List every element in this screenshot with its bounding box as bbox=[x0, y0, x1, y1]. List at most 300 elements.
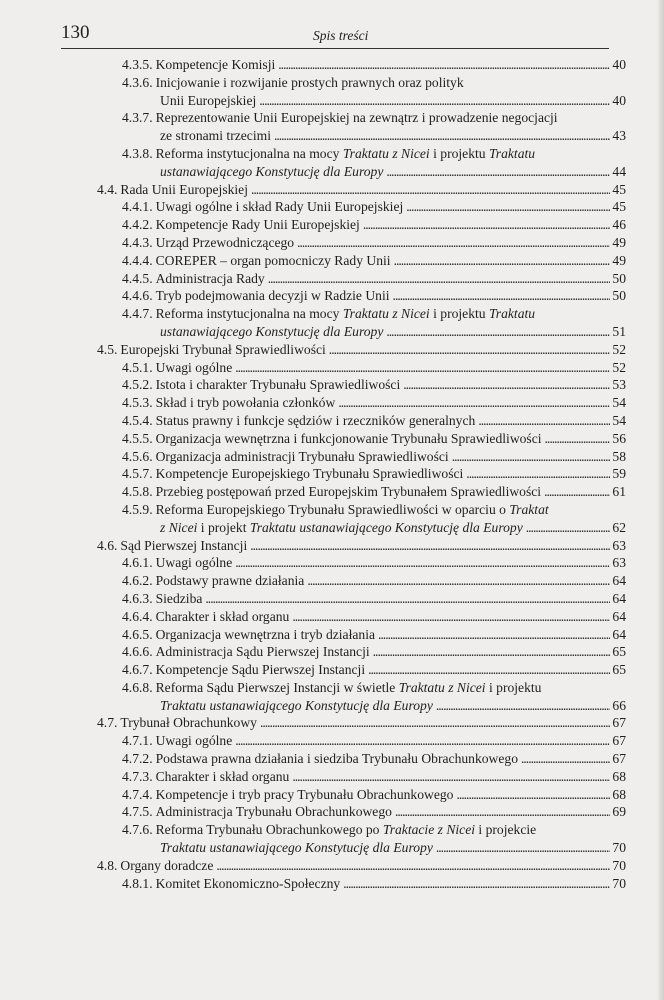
toc-entry-line bbox=[122, 359, 626, 377]
toc-entry-line bbox=[122, 608, 626, 626]
dot-leader bbox=[436, 697, 611, 715]
toc-entry-number: 4.4.1. bbox=[122, 199, 153, 215]
toc-entry bbox=[0, 803, 664, 821]
toc-entry bbox=[0, 270, 664, 288]
toc-entry-line bbox=[122, 412, 626, 430]
toc-entry bbox=[0, 430, 664, 448]
toc-entry-line bbox=[160, 163, 626, 181]
toc-entry bbox=[0, 537, 664, 555]
toc-entry-title: Organizacja wewnętrzna i tryb działania bbox=[155, 626, 375, 642]
toc-entry-line bbox=[122, 626, 626, 644]
dot-leader bbox=[436, 839, 611, 857]
toc-page-number: 67 bbox=[612, 751, 626, 767]
toc-entry bbox=[0, 608, 664, 626]
toc-page-number: 61 bbox=[612, 484, 626, 500]
toc-page-number: 68 bbox=[612, 786, 626, 802]
toc-entry-number: 4.4.2. bbox=[122, 217, 153, 233]
toc-entry-number: 4.6. bbox=[97, 537, 118, 553]
toc-entry bbox=[0, 714, 664, 732]
dot-leader bbox=[343, 875, 610, 893]
toc-entry-line bbox=[122, 732, 626, 750]
toc-entry-title: Uwagi ogólne bbox=[155, 733, 233, 749]
toc-entry-line bbox=[122, 376, 626, 394]
toc-entry-number: 4.6.4. bbox=[122, 608, 153, 624]
toc-entry-line bbox=[122, 821, 536, 839]
toc-page-number: 68 bbox=[612, 768, 626, 784]
toc-entry-title: Status prawny i funkcje sędziów i rzeczników generalnych bbox=[155, 412, 476, 428]
toc-entry-line bbox=[122, 643, 626, 661]
toc-entry-number: 4.7.5. bbox=[122, 804, 153, 820]
toc-entry bbox=[0, 376, 664, 394]
table-of-contents bbox=[0, 56, 664, 892]
toc-entry bbox=[0, 590, 664, 608]
toc-entry-text bbox=[97, 537, 247, 555]
toc-entry-number: 4.6.5. bbox=[122, 626, 153, 642]
dot-leader bbox=[456, 786, 610, 804]
toc-entry-title-italic: Traktatu z Nicei bbox=[342, 145, 430, 161]
toc-entry-title-part: i projektu bbox=[433, 145, 486, 161]
toc-entry bbox=[0, 181, 664, 199]
toc-entry-line bbox=[122, 661, 626, 679]
toc-entry-text bbox=[122, 216, 360, 234]
toc-entry-title: Reforma Sądu Pierwszej Instancji w świetle bbox=[155, 679, 396, 695]
toc-entry-title-cont: Unii Europejskiej bbox=[160, 92, 257, 108]
toc-entry-text bbox=[122, 502, 549, 517]
toc-entry-text bbox=[160, 697, 433, 715]
toc-entry-line bbox=[97, 537, 626, 555]
toc-entry-title: Urząd Przewodniczącego bbox=[155, 234, 295, 250]
toc-entry-title-italic: Traktatu ustanawiającego Konstytucję dla Europy bbox=[249, 519, 523, 535]
toc-entry-line bbox=[122, 448, 626, 466]
dot-leader bbox=[268, 270, 611, 288]
toc-page-number: 49 bbox=[612, 252, 626, 268]
toc-entry bbox=[0, 465, 664, 483]
dot-leader bbox=[216, 857, 610, 875]
toc-entry-number: 4.5.8. bbox=[122, 484, 153, 500]
toc-entry bbox=[0, 626, 664, 644]
toc-entry-title: Rada Unii Europejskiej bbox=[120, 181, 248, 197]
toc-entry bbox=[0, 56, 664, 74]
toc-entry bbox=[0, 109, 664, 127]
toc-entry-title: Europejski Trybunał Sprawiedliwości bbox=[120, 341, 326, 357]
toc-entry-line bbox=[122, 803, 626, 821]
toc-entry-text bbox=[122, 786, 453, 804]
toc-page-number: 43 bbox=[612, 128, 626, 144]
toc-entry-text bbox=[122, 448, 449, 466]
toc-entry-number: 4.4.3. bbox=[122, 234, 153, 250]
toc-page-number: 69 bbox=[612, 804, 626, 820]
toc-entry-title: Kompetencje Komisji bbox=[155, 57, 276, 72]
dot-leader bbox=[274, 127, 610, 145]
toc-entry-title-italic: Traktatu ustanawiającego Konstytucję dla Europy bbox=[160, 840, 433, 856]
toc-entry bbox=[0, 216, 664, 234]
toc-entry-text bbox=[122, 643, 370, 661]
dot-leader bbox=[545, 430, 611, 448]
toc-entry-line bbox=[122, 679, 541, 697]
toc-entry-text bbox=[122, 768, 289, 786]
dot-leader bbox=[521, 750, 610, 768]
toc-entry-title: Uwagi ogólne i skład Rady Unii Europejskiej bbox=[155, 199, 404, 215]
toc-entry-line bbox=[122, 109, 558, 127]
toc-page-number: 46 bbox=[612, 217, 626, 233]
toc-entry-title: Charakter i skład organu bbox=[155, 768, 290, 784]
dot-leader bbox=[292, 608, 610, 626]
toc-entry-title-italic: ustanawiającego Konstytucję dla Europy bbox=[160, 323, 384, 339]
toc-page-number: 70 bbox=[612, 857, 626, 873]
toc-entry-line bbox=[122, 394, 626, 412]
toc-entry-text bbox=[122, 803, 392, 821]
dot-leader bbox=[478, 412, 610, 430]
toc-entry-title-italic: ustanawiającego Konstytucję dla Europy bbox=[160, 163, 384, 179]
toc-entry-title: Inicjowanie i rozwijanie prostych prawnych oraz polityk bbox=[155, 74, 464, 90]
toc-entry bbox=[0, 252, 664, 270]
toc-entry-continuation bbox=[0, 92, 664, 110]
toc-entry-number: 4.7.6. bbox=[122, 822, 153, 838]
dot-leader bbox=[544, 483, 610, 501]
toc-entry-continuation bbox=[0, 839, 664, 857]
toc-entry-number: 4.3.6. bbox=[122, 74, 153, 90]
toc-entry-title: Administracja Trybunału Obrachunkowego bbox=[155, 804, 392, 820]
toc-entry-number: 4.6.8. bbox=[122, 679, 153, 695]
dot-leader bbox=[386, 163, 610, 181]
dot-leader bbox=[307, 572, 610, 590]
dot-leader bbox=[235, 359, 610, 377]
toc-entry-line bbox=[122, 145, 535, 163]
toc-entry bbox=[0, 287, 664, 305]
toc-entry-title: Przebieg postępowań przed Europejskim Trybunałem Sprawiedliwości bbox=[155, 484, 542, 500]
toc-entry-text bbox=[122, 252, 391, 270]
toc-entry-line bbox=[97, 181, 626, 199]
dot-leader bbox=[406, 198, 610, 216]
toc-entry-text bbox=[160, 127, 271, 145]
dot-leader bbox=[292, 768, 610, 786]
toc-entry-text bbox=[122, 732, 232, 750]
toc-entry-text bbox=[122, 394, 335, 412]
dot-leader bbox=[278, 56, 610, 74]
toc-entry-number: 4.7.4. bbox=[122, 786, 153, 802]
toc-entry-number: 4.5.1. bbox=[122, 359, 153, 375]
dot-leader bbox=[235, 554, 610, 572]
toc-page-number: 40 bbox=[612, 92, 626, 108]
toc-entry-text bbox=[97, 341, 326, 359]
toc-entry-line bbox=[160, 697, 626, 715]
toc-page-number: 64 bbox=[612, 626, 626, 642]
toc-page-number: 63 bbox=[612, 537, 626, 553]
toc-entry-text bbox=[122, 146, 535, 161]
toc-entry-text bbox=[122, 234, 294, 252]
dot-leader bbox=[329, 341, 611, 359]
toc-entry-number: 4.5.9. bbox=[122, 501, 153, 517]
toc-page-number: 62 bbox=[612, 519, 626, 535]
toc-entry-title: Trybunał Obrachunkowy bbox=[120, 715, 257, 731]
toc-entry-text bbox=[122, 590, 202, 608]
toc-entry-number: 4.5.5. bbox=[122, 430, 153, 446]
toc-entry-title: Kompetencje Sądu Pierwszej Instancji bbox=[155, 662, 366, 678]
dot-leader bbox=[395, 803, 610, 821]
toc-entry-number: 4.7.1. bbox=[122, 733, 153, 749]
toc-entry-text bbox=[122, 680, 541, 695]
dot-leader bbox=[338, 394, 610, 412]
toc-page-number: 52 bbox=[612, 341, 626, 357]
toc-entry-title: Podstawa prawna działania i siedziba Trybunału Obrachunkowego bbox=[155, 751, 519, 767]
toc-page-number: 64 bbox=[612, 608, 626, 624]
toc-entry bbox=[0, 234, 664, 252]
toc-page-number: 65 bbox=[612, 644, 626, 660]
toc-entry-line bbox=[122, 768, 626, 786]
toc-page-number: 53 bbox=[612, 377, 626, 393]
toc-page-number: 51 bbox=[612, 323, 626, 339]
dot-leader bbox=[251, 181, 610, 199]
toc-entry-text bbox=[160, 323, 383, 341]
toc-entry-number: 4.4.5. bbox=[122, 270, 153, 286]
toc-entry-number: 4.4.7. bbox=[122, 306, 153, 322]
toc-entry-line bbox=[97, 341, 626, 359]
toc-entry-number: 4.6.7. bbox=[122, 662, 153, 678]
dot-leader bbox=[386, 323, 610, 341]
toc-entry-number: 4.7.3. bbox=[122, 768, 153, 784]
toc-entry-title: Organizacja wewnętrzna i funkcjonowanie Trybunału Sprawiedliwości bbox=[155, 430, 542, 446]
toc-entry-title: Charakter i skład organu bbox=[155, 608, 290, 624]
toc-entry-text bbox=[122, 572, 304, 590]
toc-entry-title: Istota i charakter Trybunału Sprawiedliwości bbox=[155, 377, 401, 393]
toc-entry-title-italic: Traktat bbox=[509, 501, 549, 517]
toc-entry-text bbox=[160, 519, 523, 537]
toc-entry-title: Uwagi ogólne bbox=[155, 555, 233, 571]
toc-entry-text bbox=[122, 483, 541, 501]
toc-entry-number: 4.6.3. bbox=[122, 590, 153, 606]
toc-entry-line bbox=[122, 554, 626, 572]
toc-page-number: 64 bbox=[612, 573, 626, 589]
toc-entry-number: 4.7.2. bbox=[122, 751, 153, 767]
toc-entry-line bbox=[160, 127, 626, 145]
toc-page-number: 49 bbox=[612, 234, 626, 250]
dot-leader bbox=[259, 92, 610, 110]
toc-entry-line bbox=[122, 252, 626, 270]
toc-entry-title: Reforma instytucjonalna na mocy bbox=[155, 306, 340, 322]
toc-page-number: 45 bbox=[612, 199, 626, 215]
toc-entry-number: 4.3.8. bbox=[122, 145, 153, 161]
toc-entry-text bbox=[122, 430, 542, 448]
toc-entry-line bbox=[122, 483, 626, 501]
toc-entry-text bbox=[122, 306, 535, 321]
toc-entry bbox=[0, 501, 664, 519]
toc-entry-line bbox=[160, 839, 626, 857]
toc-entry-title: Kompetencje Rady Unii Europejskiej bbox=[155, 217, 360, 233]
toc-entry-number: 4.5.6. bbox=[122, 448, 153, 464]
toc-entry-line bbox=[122, 572, 626, 590]
toc-entry-text bbox=[122, 750, 518, 768]
toc-page-number: 50 bbox=[612, 270, 626, 286]
toc-entry bbox=[0, 661, 664, 679]
toc-entry-text bbox=[122, 465, 463, 483]
toc-entry-title: Skład i tryb powołania członków bbox=[155, 395, 336, 411]
toc-entry bbox=[0, 198, 664, 216]
toc-entry-number: 4.4. bbox=[97, 181, 118, 197]
toc-entry-title: Reforma instytucjonalna na mocy bbox=[155, 145, 340, 161]
header-rule bbox=[61, 48, 609, 49]
toc-entry bbox=[0, 572, 664, 590]
toc-entry-text bbox=[122, 554, 232, 572]
toc-entry-text bbox=[122, 270, 265, 288]
toc-entry-title: Organizacja administracji Trybunału Sprawiedliwości bbox=[155, 448, 449, 464]
toc-entry-continuation bbox=[0, 163, 664, 181]
toc-entry-line bbox=[160, 92, 626, 110]
toc-entry-line bbox=[122, 216, 626, 234]
toc-entry-text bbox=[122, 875, 340, 893]
toc-page-number: 66 bbox=[612, 697, 626, 713]
toc-entry-title: Siedziba bbox=[155, 590, 203, 606]
toc-entry-number: 4.3.7. bbox=[122, 110, 153, 126]
toc-entry-line bbox=[97, 714, 626, 732]
toc-page-number: 70 bbox=[612, 840, 626, 856]
dot-leader bbox=[368, 661, 610, 679]
toc-entry-title: Administracja Rady bbox=[155, 270, 265, 286]
toc-entry-title-part: i projekt bbox=[200, 519, 247, 535]
toc-entry bbox=[0, 341, 664, 359]
toc-entry-title-italic: Traktatu z Nicei bbox=[342, 306, 430, 322]
toc-entry-title-italic: z Nicei bbox=[160, 519, 198, 535]
toc-entry-line bbox=[122, 430, 626, 448]
dot-leader bbox=[250, 537, 610, 555]
toc-page-number: 67 bbox=[612, 715, 626, 731]
toc-page-number: 40 bbox=[612, 57, 626, 72]
toc-entry-number: 4.7. bbox=[97, 715, 118, 731]
toc-entry-title-italic: Traktacie z Nicei bbox=[382, 822, 476, 838]
toc-entry bbox=[0, 643, 664, 661]
toc-entry-text bbox=[122, 110, 558, 125]
toc-entry bbox=[0, 679, 664, 697]
toc-page-number: 50 bbox=[612, 288, 626, 304]
toc-page-number: 44 bbox=[612, 163, 626, 179]
toc-entry-text bbox=[122, 626, 375, 644]
toc-entry-continuation bbox=[0, 127, 664, 145]
toc-entry bbox=[0, 74, 664, 92]
toc-entry-line bbox=[122, 786, 626, 804]
toc-entry-title: Organy doradcze bbox=[120, 857, 214, 873]
toc-page-number: 58 bbox=[612, 448, 626, 464]
toc-entry bbox=[0, 821, 664, 839]
toc-entry-line bbox=[122, 501, 549, 519]
toc-entry-continuation bbox=[0, 323, 664, 341]
toc-entry-text bbox=[122, 608, 289, 626]
dot-leader bbox=[297, 234, 610, 252]
toc-entry-line bbox=[122, 590, 626, 608]
toc-entry-title-part: i projektu bbox=[488, 679, 542, 695]
toc-entry-title: Administracja Sądu Pierwszej Instancji bbox=[155, 644, 370, 660]
toc-entry-text bbox=[97, 857, 213, 875]
dot-leader bbox=[205, 590, 610, 608]
toc-entry-title-italic: Traktatu z Nicei bbox=[398, 679, 486, 695]
toc-page-number: 67 bbox=[612, 733, 626, 749]
dot-leader bbox=[526, 519, 611, 537]
toc-entry-title-part: i projekcie bbox=[478, 822, 537, 838]
dot-leader bbox=[466, 465, 610, 483]
toc-entry-line bbox=[122, 750, 626, 768]
toc-entry-number: 4.5.4. bbox=[122, 412, 153, 428]
toc-entry-number: 4.5.7. bbox=[122, 466, 153, 482]
toc-entry-title-cont: ze stronami trzecimi bbox=[160, 128, 271, 144]
toc-page-number: 59 bbox=[612, 466, 626, 482]
running-title: Spis treści bbox=[313, 28, 369, 43]
toc-entry-continuation bbox=[0, 519, 664, 537]
toc-entry-text bbox=[97, 181, 248, 199]
toc-entry bbox=[0, 412, 664, 430]
toc-entry-text bbox=[122, 56, 275, 74]
toc-entry bbox=[0, 875, 664, 893]
toc-entry bbox=[0, 554, 664, 572]
toc-page-number: 70 bbox=[612, 875, 626, 891]
toc-entry-title: Uwagi ogólne bbox=[155, 359, 233, 375]
toc-entry-line bbox=[122, 270, 626, 288]
toc-page-number: 64 bbox=[612, 590, 626, 606]
toc-page-number: 54 bbox=[612, 395, 626, 411]
toc-entry-number: 4.8.1. bbox=[122, 875, 153, 891]
toc-entry-number: 4.8. bbox=[97, 857, 118, 873]
toc-entry-title-italic: Traktatu ustanawiającego Konstytucję dla Europy bbox=[160, 697, 433, 713]
toc-entry bbox=[0, 750, 664, 768]
toc-entry-line bbox=[122, 74, 464, 92]
toc-entry-text bbox=[122, 75, 464, 90]
dot-leader bbox=[393, 287, 611, 305]
toc-entry-line bbox=[122, 465, 626, 483]
toc-entry-number: 4.6.1. bbox=[122, 555, 153, 571]
toc-entry-title-italic: Traktatu bbox=[489, 306, 536, 322]
toc-page-number: 54 bbox=[612, 412, 626, 428]
toc-entry-title-part: i projektu bbox=[433, 306, 486, 322]
dot-leader bbox=[260, 714, 610, 732]
toc-entry-text bbox=[160, 92, 256, 110]
toc-entry-title: Reprezentowanie Unii Europejskiej na zewnątrz i prowadzenie negocjacji bbox=[155, 110, 558, 126]
toc-entry-number: 4.4.4. bbox=[122, 252, 153, 268]
dot-leader bbox=[373, 643, 611, 661]
toc-entry-title: Reforma Europejskiego Trybunału Sprawiedliwości w oparciu o bbox=[155, 501, 506, 517]
toc-entry-line bbox=[160, 323, 626, 341]
dot-leader bbox=[452, 448, 611, 466]
toc-entry-number: 4.6.2. bbox=[122, 573, 153, 589]
toc-page-number: 65 bbox=[612, 662, 626, 678]
toc-entry-text bbox=[160, 839, 433, 857]
toc-entry bbox=[0, 786, 664, 804]
toc-entry-title: Kompetencje Europejskiego Trybunału Sprawiedliwości bbox=[155, 466, 464, 482]
toc-entry-text bbox=[97, 714, 257, 732]
dot-leader bbox=[394, 252, 611, 270]
toc-entry-number: 4.3.5. bbox=[122, 57, 153, 72]
toc-entry-line bbox=[122, 287, 626, 305]
toc-entry-line bbox=[97, 857, 626, 875]
dot-leader bbox=[363, 216, 611, 234]
dot-leader bbox=[403, 376, 610, 394]
toc-page-number: 56 bbox=[612, 430, 626, 446]
dot-leader bbox=[235, 732, 610, 750]
toc-entry-number: 4.5.2. bbox=[122, 377, 153, 393]
toc-entry-title: Komitet Ekonomiczno-Społeczny bbox=[155, 875, 341, 891]
toc-entry-number: 4.4.6. bbox=[122, 288, 153, 304]
toc-entry-text bbox=[122, 198, 403, 216]
toc-entry-title: Kompetencje i tryb pracy Trybunału Obrachunkowego bbox=[155, 786, 454, 802]
toc-entry-number: 4.5.3. bbox=[122, 395, 153, 411]
toc-entry bbox=[0, 768, 664, 786]
dot-leader bbox=[378, 626, 610, 644]
page-edge-shadow bbox=[658, 0, 664, 1000]
toc-page-number: 63 bbox=[612, 555, 626, 571]
toc-entry-text bbox=[122, 376, 400, 394]
toc-entry bbox=[0, 732, 664, 750]
toc-entry-title: Reforma Trybunału Obrachunkowego po bbox=[155, 822, 380, 838]
toc-entry-line bbox=[122, 305, 535, 323]
toc-entry-line bbox=[122, 234, 626, 252]
toc-entry bbox=[0, 857, 664, 875]
toc-entry-title: Tryb podejmowania decyzji w Radzie Unii bbox=[155, 288, 390, 304]
